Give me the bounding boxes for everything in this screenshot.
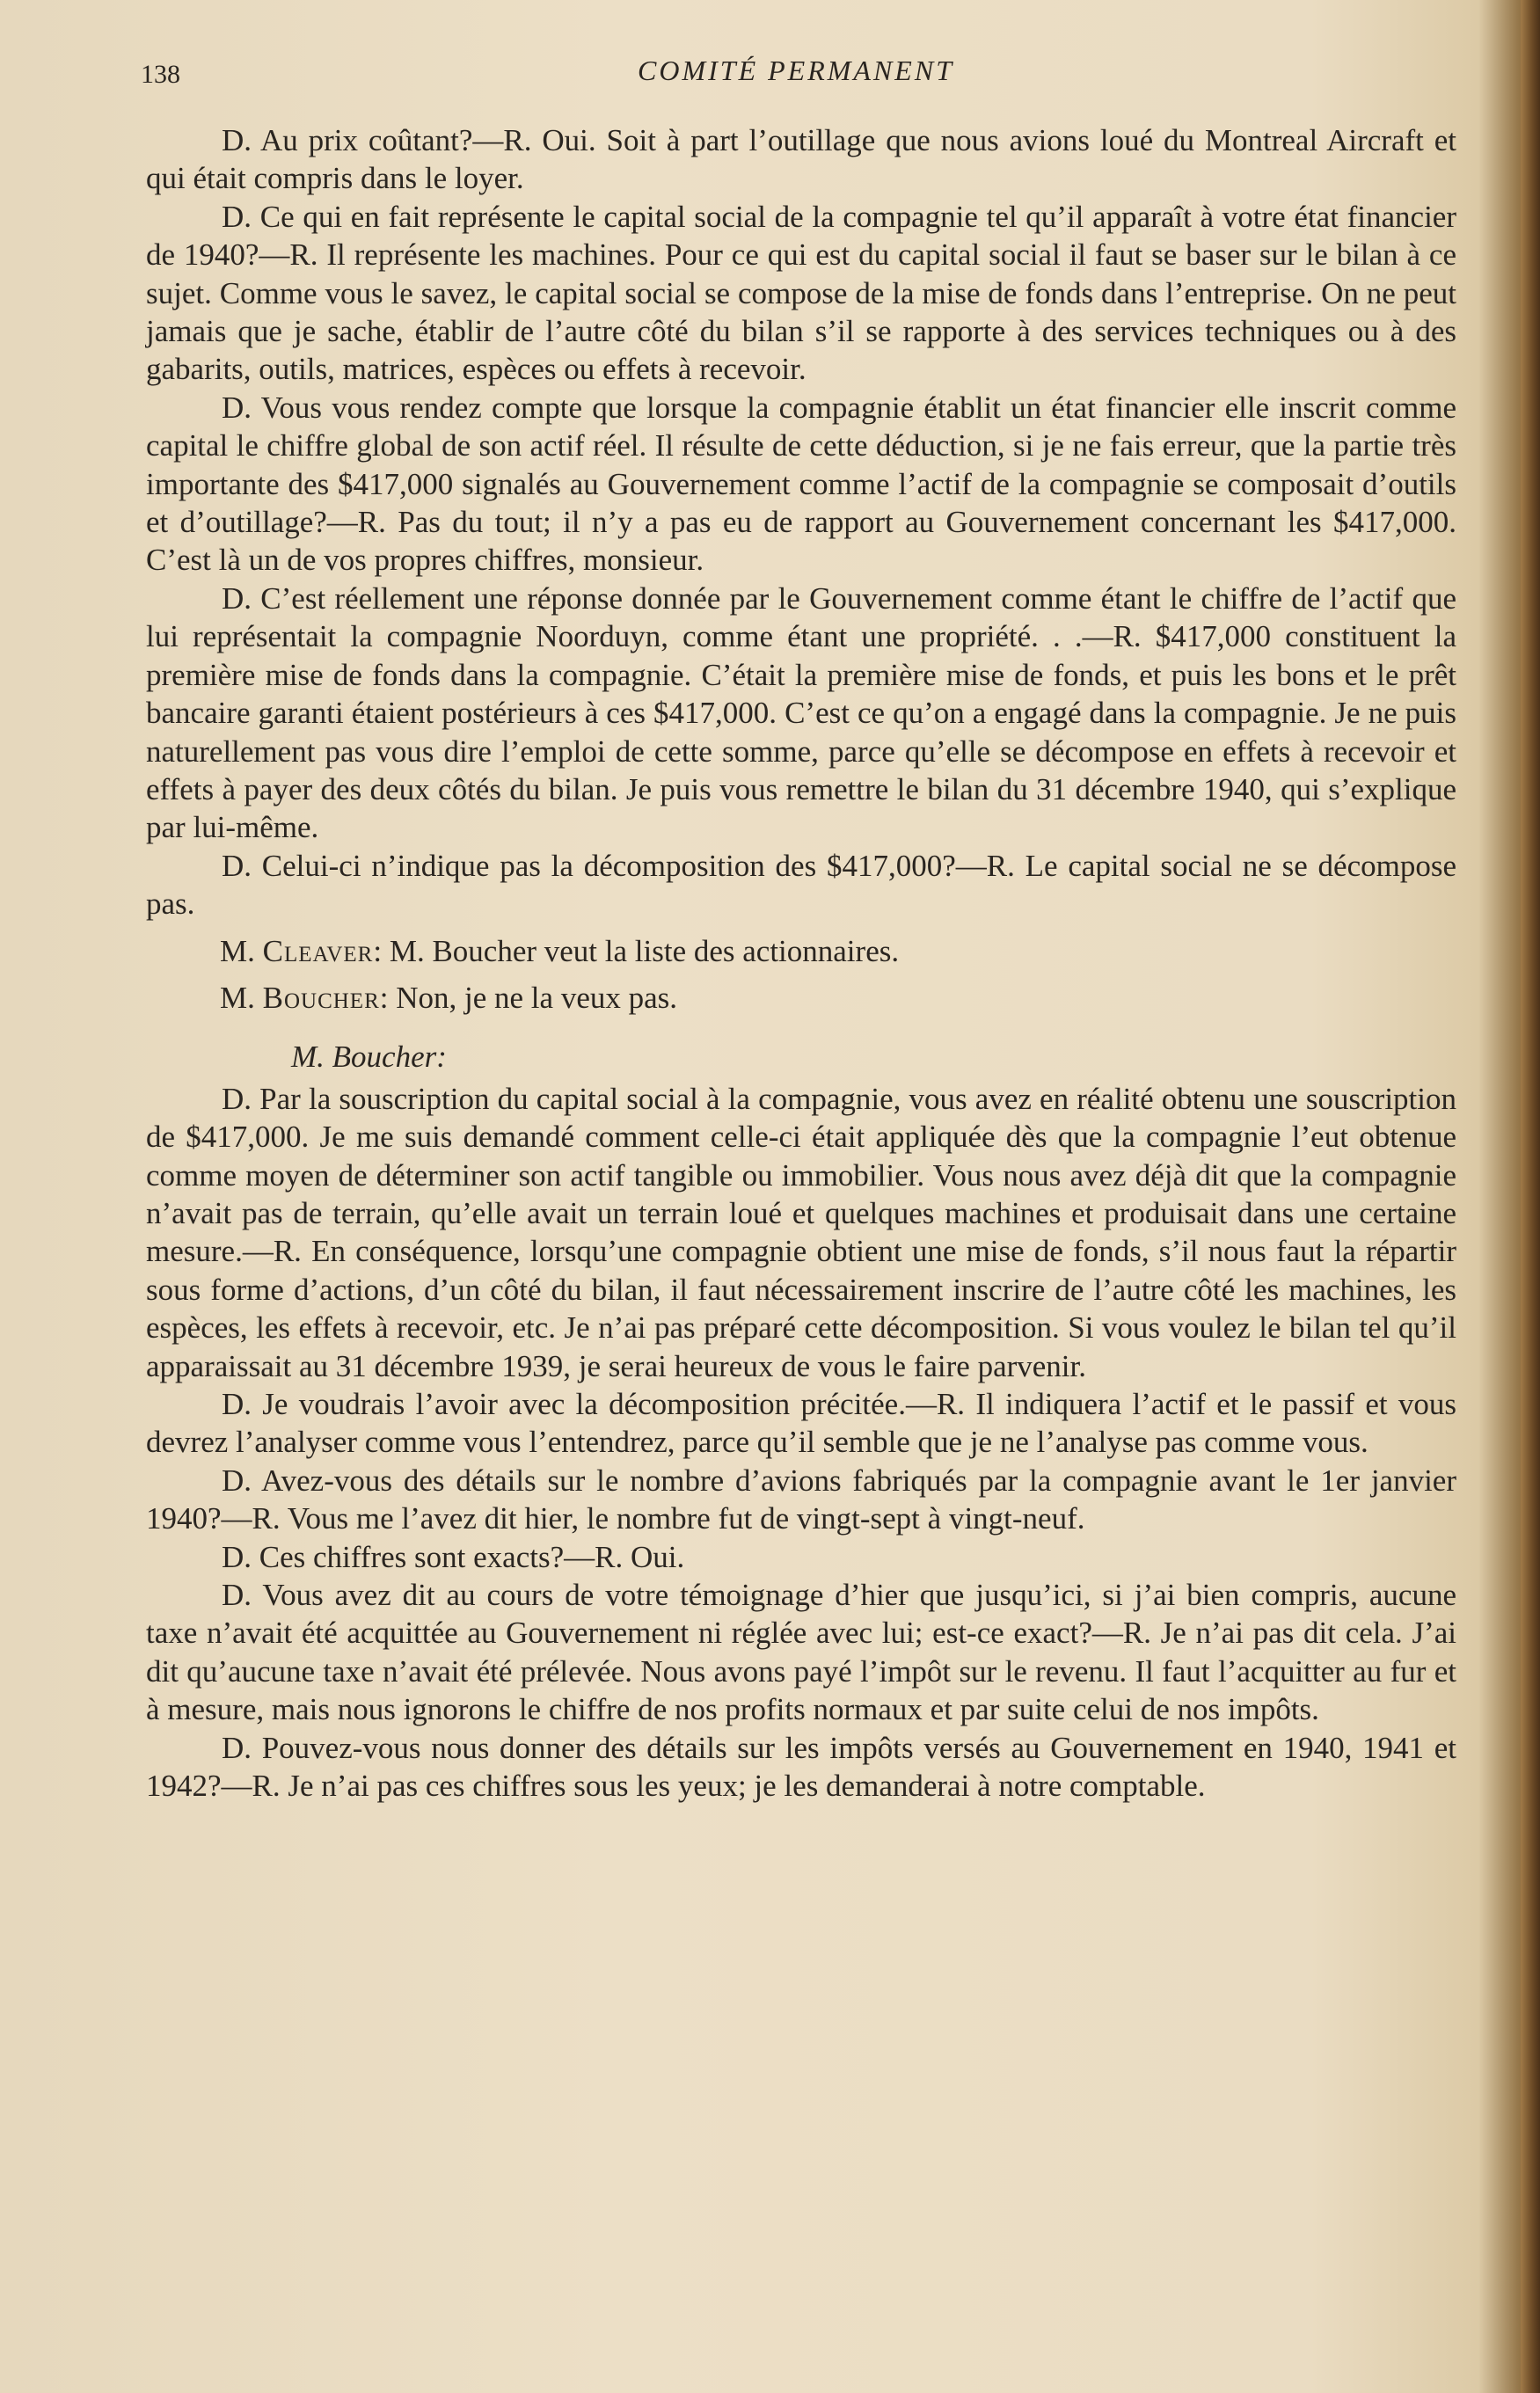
- speaker-text: : Non, je ne la veux pas.: [379, 980, 678, 1015]
- qa-paragraph: D. Pouvez-vous nous donner des détails sur les impôts versés au Gouvernement en 1940, 1941 et 1942?—R. Je n’ai pas ces chiffres sous les yeux; je les demanderai à notre comptable.: [146, 1730, 1456, 1804]
- speaker-name: Cleaver: [262, 933, 374, 968]
- qa-paragraph: D. Au prix coûtant?—R. Oui. Soit à part l’outillage que nous avions loué du Montreal Aircraft et qui était compris dans le loyer.: [146, 123, 1456, 196]
- speaker-line: [146, 932, 1456, 970]
- qa-paragraph: D. Ce qui en fait représente le capital social de la compagnie tel qu’il apparaît à votre état financier de 1940?—R. Il représente les machines. Pour ce qui est du capital social il faut se baser sur le bilan à ce sujet. Comme vous le savez, le capital social se compose de la mise de fonds dans l’entreprise. On ne peut jamais que je sache, établir de l’autre côté du bilan s’il se rapporte à des services techniques ou à des gabarits, outils, matrices, espèces ou effets à recevoir.: [146, 199, 1456, 387]
- qa-paragraph: D. Vous vous rendez compte que lorsque la compagnie établit un état financier elle inscrit comme capital le chiffre global de son actif réel. Il résulte de cette déduction, si je ne fais erreur, que la partie très importante des $417,000 signalés au Gouvernement comme l’actif de la compagnie se composait d’outils et d’outillage?—R. Pas du tout; il n’y a pas eu de rapport au Gouvernement concernant les $417,000. C’est là un de vos propres chiffres, monsieur.: [146, 390, 1456, 578]
- speaker-text: : M. Boucher veut la liste des actionnaires.: [373, 933, 900, 968]
- qa-paragraph: D. C’est réellement une réponse donnée par le Gouvernement comme étant le chiffre de l’actif que lui représentait la compagnie Noorduyn, comme étant une propriété. . .—R. $417,000 constituent la première mise de fonds dans la compagnie. C’était la première mise de fonds, et puis les bons et le prêt bancaire garanti étaient postérieurs à ces $417,000. C’est ce qu’on a engagé dans la compagnie. Je ne puis naturellement pas vous dire l’emploi de cette somme, parce qu’elle se décompose en effets à recevoir et effets à payer des deux côtés du bilan. Je puis vous remettre le bilan du 31 décembre 1940, qui s’explique par lui-même.: [146, 580, 1456, 845]
- speaker-line: [146, 979, 1456, 1017]
- section-heading: M. Boucher:: [291, 1040, 447, 1075]
- qa-paragraph: D. Celui-ci n’indique pas la décomposition des $417,000?—R. Le capital social ne se décompose pas.: [146, 848, 1456, 922]
- speaker-prefix: M.: [220, 933, 263, 968]
- qa-paragraph: D. Avez-vous des détails sur le nombre d’avions fabriqués par la compagnie avant le 1er janvier 1940?—R. Vous me l’avez dit hier, le nombre fut de vingt-sept à vingt-neuf.: [146, 1463, 1456, 1536]
- page-header: [141, 53, 1451, 97]
- speaker-name: Boucher: [262, 980, 380, 1015]
- body-text: [146, 121, 1456, 1805]
- qa-paragraph: D. Par la souscription du capital social à la compagnie, vous avez en réalité obtenu une souscription de $417,000. Je me suis demandé comment celle-ci était appliquée dès que la compagnie l’eut obtenue comme moyen de déterminer son actif tangible ou immobilier. Vous nous avez déjà dit que la compagnie n’avait pas de terrain, qu’elle avait un terrain loué et quelques machines et produisait dans une certaine mesure.—R. En conséquence, lorsqu’une compagnie obtient une mise de fonds, s’il nous faut la répartir sous forme d’actions, d’un côté du bilan, il faut nécessairement inscrire de l’autre côté les machines, les espèces, les effets à recevoir, etc. Je n’ai pas préparé cette décomposition. Si vous voulez le bilan tel qu’il apparaissait au 31 décembre 1939, je serai heureux de vous le faire parvenir.: [146, 1081, 1456, 1383]
- qa-paragraph: D. Vous avez dit au cours de votre témoignage d’hier que jusqu’ici, si j’ai bien compris, aucune taxe n’avait été acquittée au Gouvernement ni réglée avec lui; est-ce exact?—R. Je n’ai pas dit cela. J’ai dit qu’aucune taxe n’avait été prélevée. Nous avons payé l’impôt sur le revenu. Il faut l’acquitter au fur et à mesure, mais nous ignorons le chiffre de nos profits normaux et par suite celui de nos impôts.: [146, 1578, 1456, 1727]
- page-number: 138: [141, 60, 180, 89]
- binding-edge: [1521, 0, 1540, 2393]
- qa-paragraph: D. Ces chiffres sont exacts?—R. Oui.: [222, 1539, 685, 1574]
- speaker-prefix: M.: [220, 980, 263, 1015]
- qa-paragraph: D. Je voudrais l’avoir avec la décomposition précitée.—R. Il indiquera l’actif et le passif et vous devrez l’analyser comme vous l’entendrez, parce qu’il semble que je ne l’analyse pas comme vous.: [146, 1387, 1456, 1460]
- running-head: COMITÉ PERMANENT: [638, 55, 954, 86]
